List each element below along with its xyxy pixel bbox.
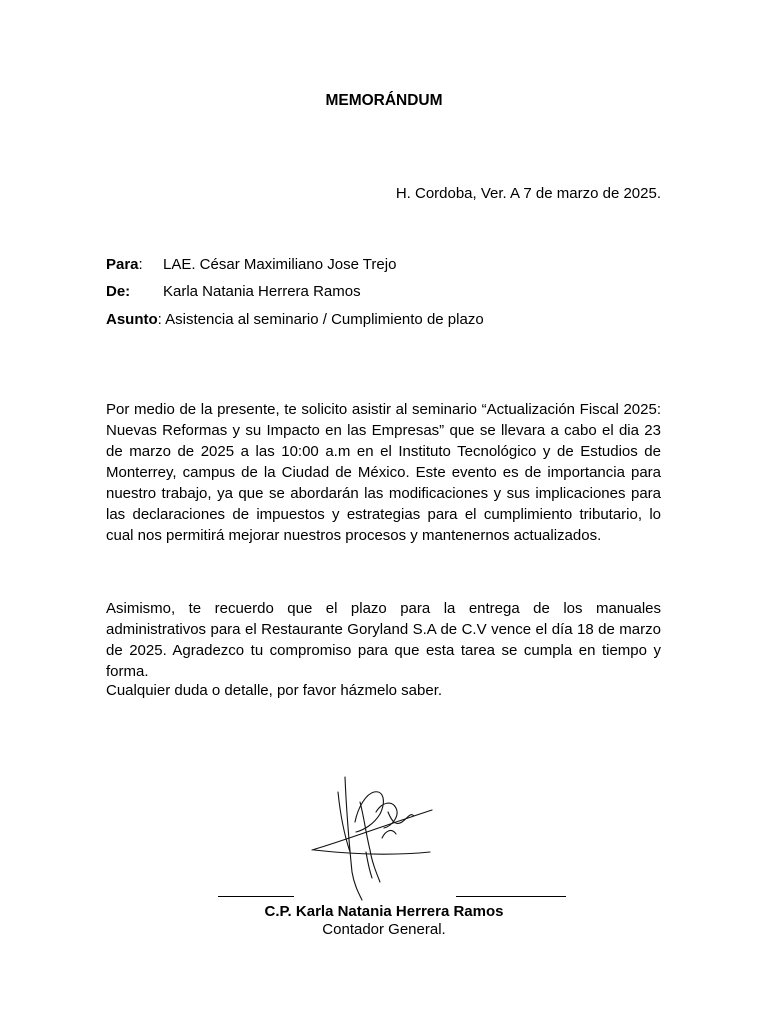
from-label: De: xyxy=(106,283,131,300)
to-field xyxy=(106,256,397,273)
body-paragraph-2: Asimismo, te recuerdo que el plazo para la entrega de los manuales administrativos para el Restaurante Goryland S.A de C.V vence el día 18 de marzo de 2025. Agradezco tu compromiso para que esta tarea se cumpla en tiempo y forma. xyxy=(106,600,661,680)
subject-value: : Asistencia al seminario / Cumplimiento de plazo xyxy=(157,311,484,328)
to-label: Para xyxy=(106,256,139,273)
handwritten-signature xyxy=(300,772,450,902)
subject-label: Asunto xyxy=(106,311,158,328)
from-value: Karla Natania Herrera Ramos xyxy=(163,283,361,300)
signature-line-right xyxy=(456,896,566,897)
body-paragraph-1: Por medio de la presente, te solicito asistir al seminario “Actualización Fiscal 2025: Nuevas Reformas y su Impacto en las Empresas” que se llevara a cabo el dia 23 de marzo de 2025 a las 10:00 a.m en el Instituto Tecnológico y de Estudios de Monterrey, campus de la Ciudad de México. Este evento es de importancia para nuestro trabajo, ya que se abordarán las modificaciones y sus implicaciones para las declaraciones de impuestos y estrategias para el cumplimiento tributario, lo cual nos permitirá mejorar nuestros procesos y mantenernos actualizados. xyxy=(106,401,661,544)
to-colon: : xyxy=(138,256,143,273)
signer-role: Contador General. xyxy=(322,921,446,938)
signature-line-left xyxy=(218,896,294,897)
memo-date: H. Cordoba, Ver. A 7 de marzo de 2025. xyxy=(395,185,661,202)
signer-name: C.P. Karla Natania Herrera Ramos xyxy=(264,903,504,920)
from-field xyxy=(106,283,361,300)
subject-field xyxy=(106,311,484,328)
memo-title: MEMORÁNDUM xyxy=(325,92,443,109)
body-paragraph-3: Cualquier duda o detalle, por favor házmelo saber. xyxy=(106,682,443,699)
to-value: LAE. César Maximiliano Jose Trejo xyxy=(163,256,397,273)
